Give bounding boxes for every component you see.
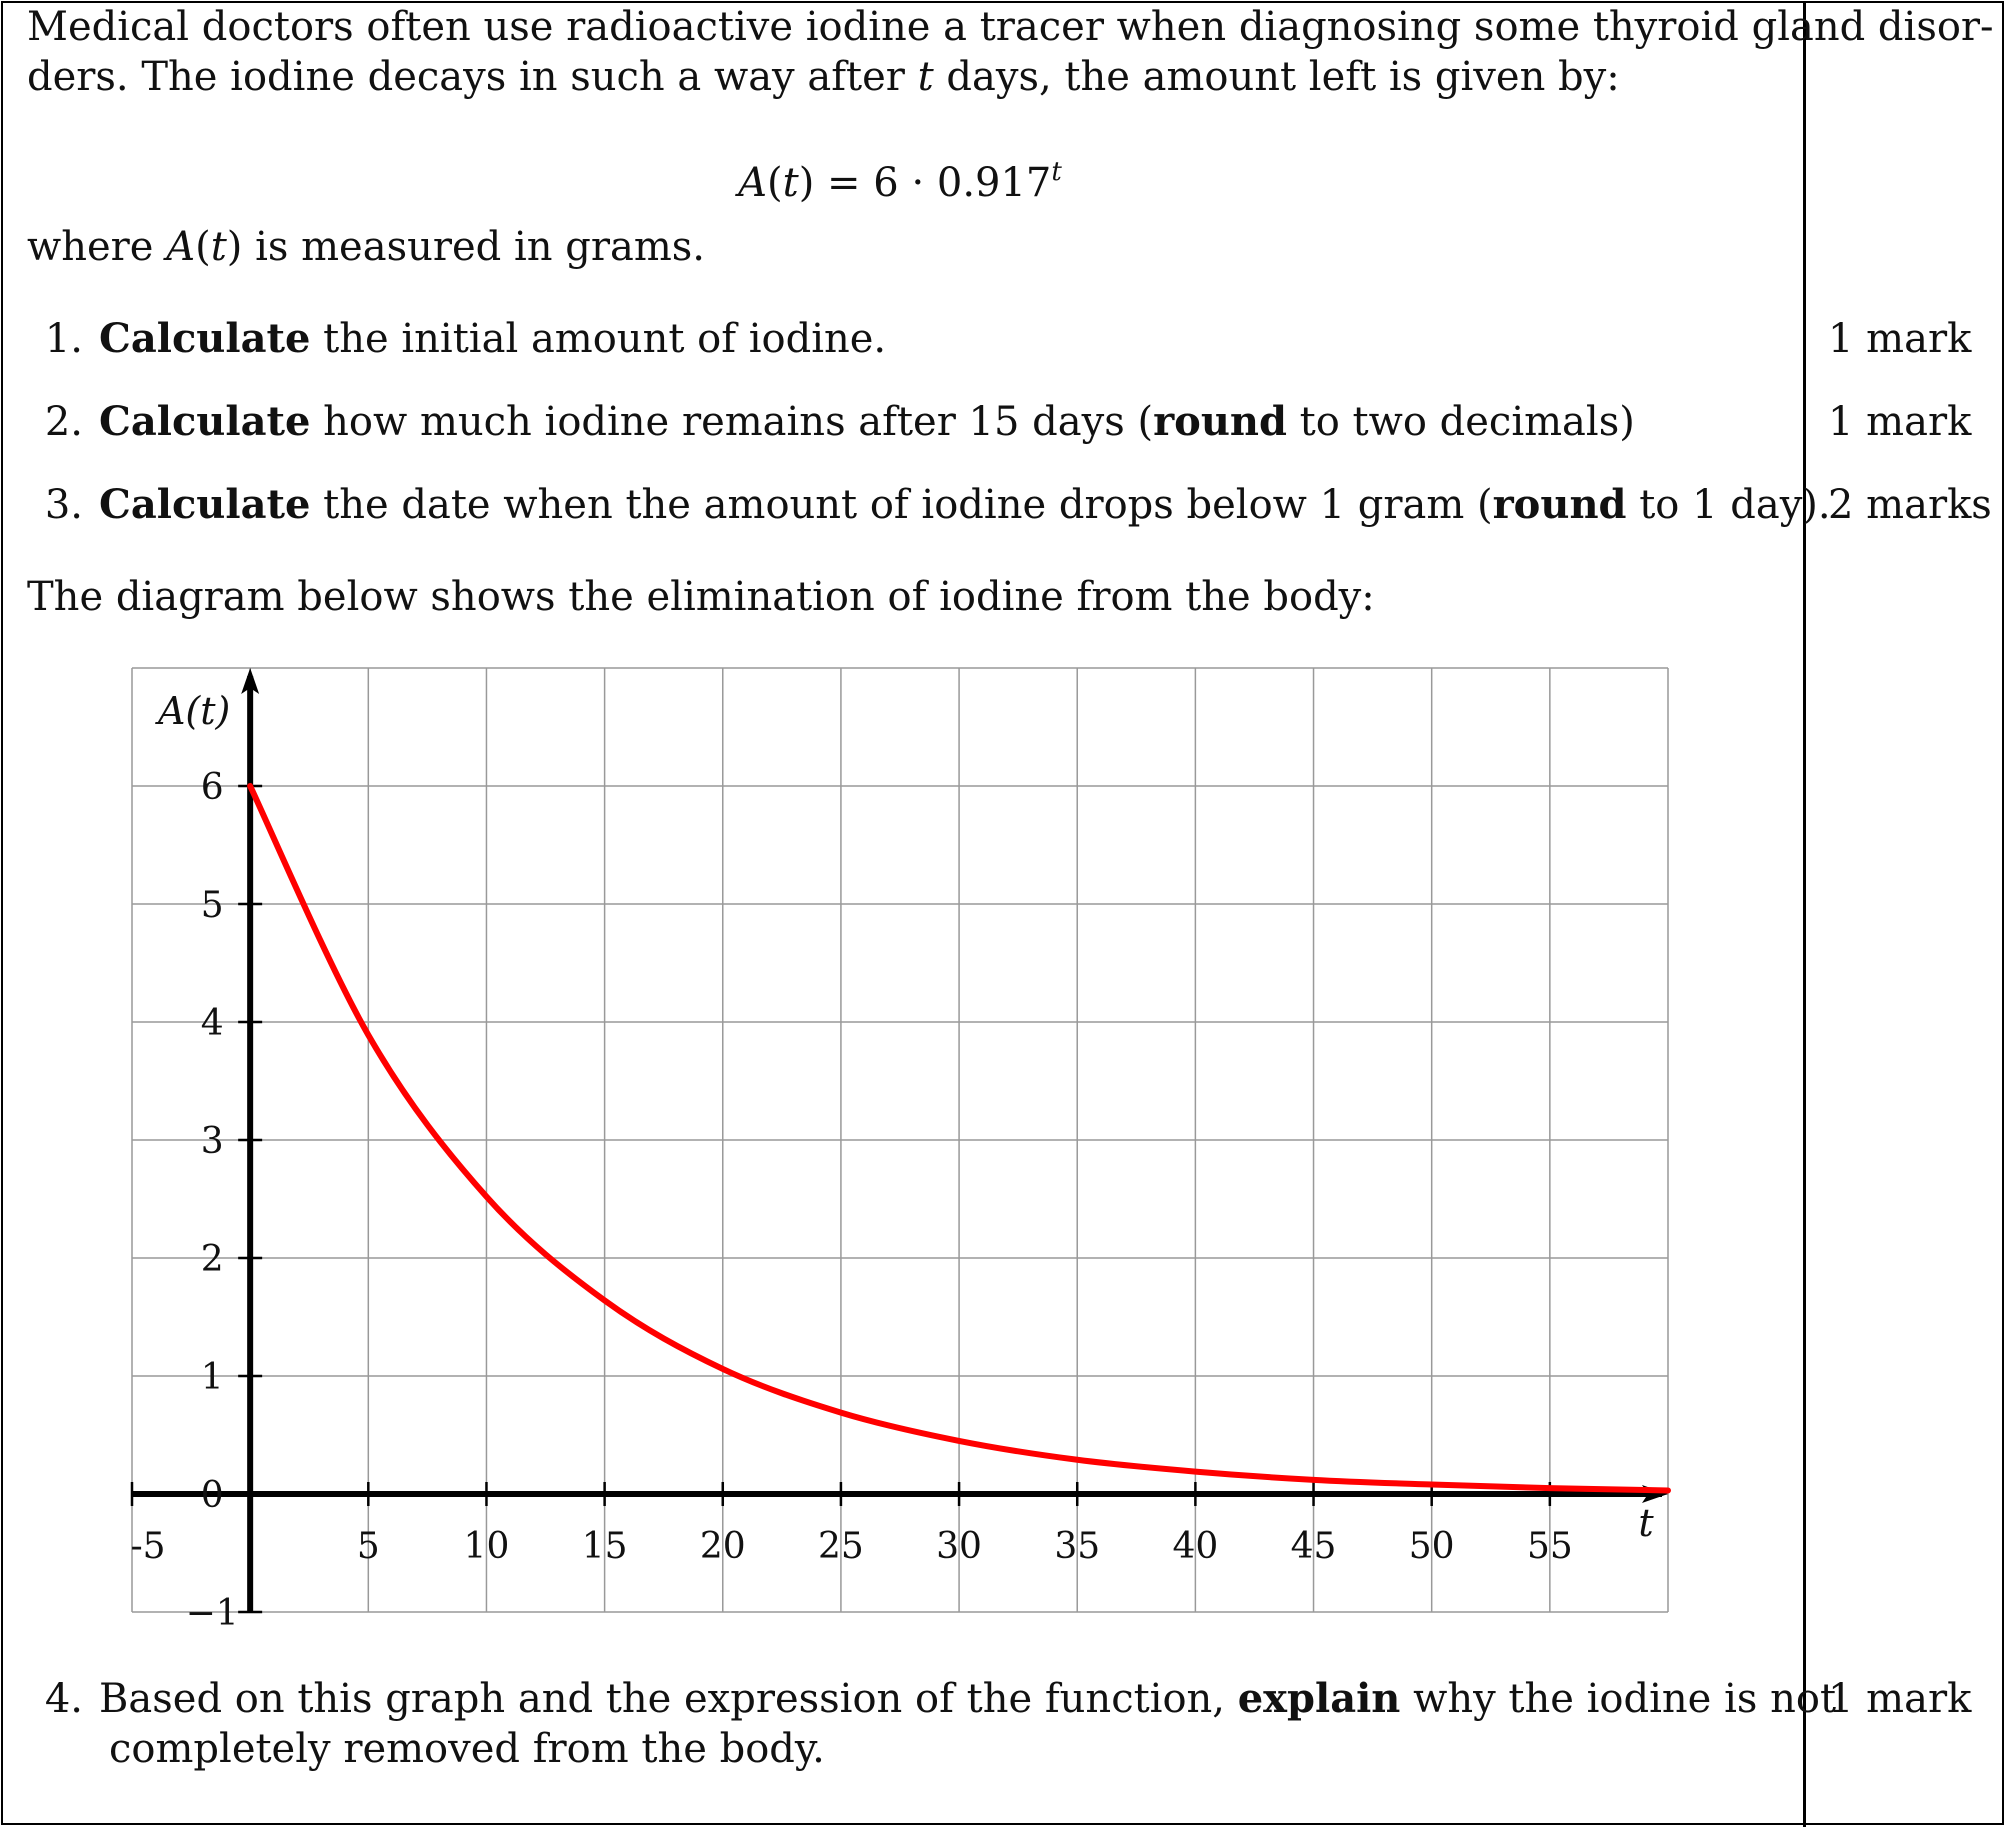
- question-4: 4. Based on this graph and the expression of the function, explain why the iodine is not: [44, 1675, 1837, 1722]
- y-tick-label: 2: [200, 1239, 224, 1280]
- x-tick-label: 40: [1172, 1526, 1219, 1567]
- x-tick-label: 5: [356, 1526, 380, 1567]
- x-tick-label: 10: [463, 1526, 510, 1567]
- x-tick-label: 50: [1408, 1526, 1455, 1567]
- x-tick-label: 20: [699, 1526, 746, 1567]
- diagram-intro: The diagram below shows the elimination of iodine from the body:: [27, 574, 1375, 620]
- x-tick-label: 35: [1054, 1526, 1101, 1567]
- y-tick-label: 4: [200, 1003, 224, 1044]
- units-note: where A(t) is measured in grams.: [27, 224, 705, 270]
- y-axis-label: A(t): [157, 689, 231, 733]
- intro-line-2: ders. The iodine decays in such a way after t days, the amount left is given by:: [27, 54, 1620, 100]
- x-tick-label: 55: [1526, 1526, 1573, 1567]
- y-tick-label: 1: [200, 1357, 224, 1398]
- question-3: 3. Calculate the date when the amount of iodine drops below 1 gram (round to 1 day).: [44, 481, 1831, 528]
- y-tick-label: 6: [200, 767, 224, 808]
- x-tick-label: 45: [1290, 1526, 1337, 1567]
- y-tick-label: −1: [185, 1593, 239, 1634]
- x-axis-label: t: [1638, 1501, 1654, 1545]
- question-2-marks: 1 mark: [1828, 399, 1972, 445]
- y-tick-label: 5: [200, 885, 224, 926]
- question-4-line-2: completely removed from the body.: [109, 1726, 825, 1772]
- question-1-marks: 1 mark: [1828, 316, 1972, 362]
- x-tick-label: 15: [581, 1526, 628, 1567]
- question-2: 2. Calculate how much iodine remains after 15 days (round to two decimals): [44, 398, 1635, 445]
- question-1: 1. Calculate the initial amount of iodine.: [44, 315, 887, 362]
- y-tick-label: 3: [200, 1121, 224, 1162]
- question-3-marks: 2 marks: [1828, 482, 1992, 528]
- decay-chart: [120, 656, 1680, 1636]
- intro-line-1: Medical doctors often use radioactive iodine a tracer when diagnosing some thyroid gland disor-: [27, 4, 1994, 50]
- x-tick-label: 30: [936, 1526, 982, 1567]
- x-tick-label: 25: [818, 1526, 864, 1567]
- decay-formula: $A(t) = 6 \cdot 0.917^t$: [738, 157, 1062, 206]
- y-tick-label: 0: [200, 1475, 224, 1516]
- question-4-marks: 1 mark: [1828, 1676, 1972, 1722]
- marks-column-divider: [1803, 3, 1806, 1827]
- x-tick-label: -5: [130, 1526, 166, 1567]
